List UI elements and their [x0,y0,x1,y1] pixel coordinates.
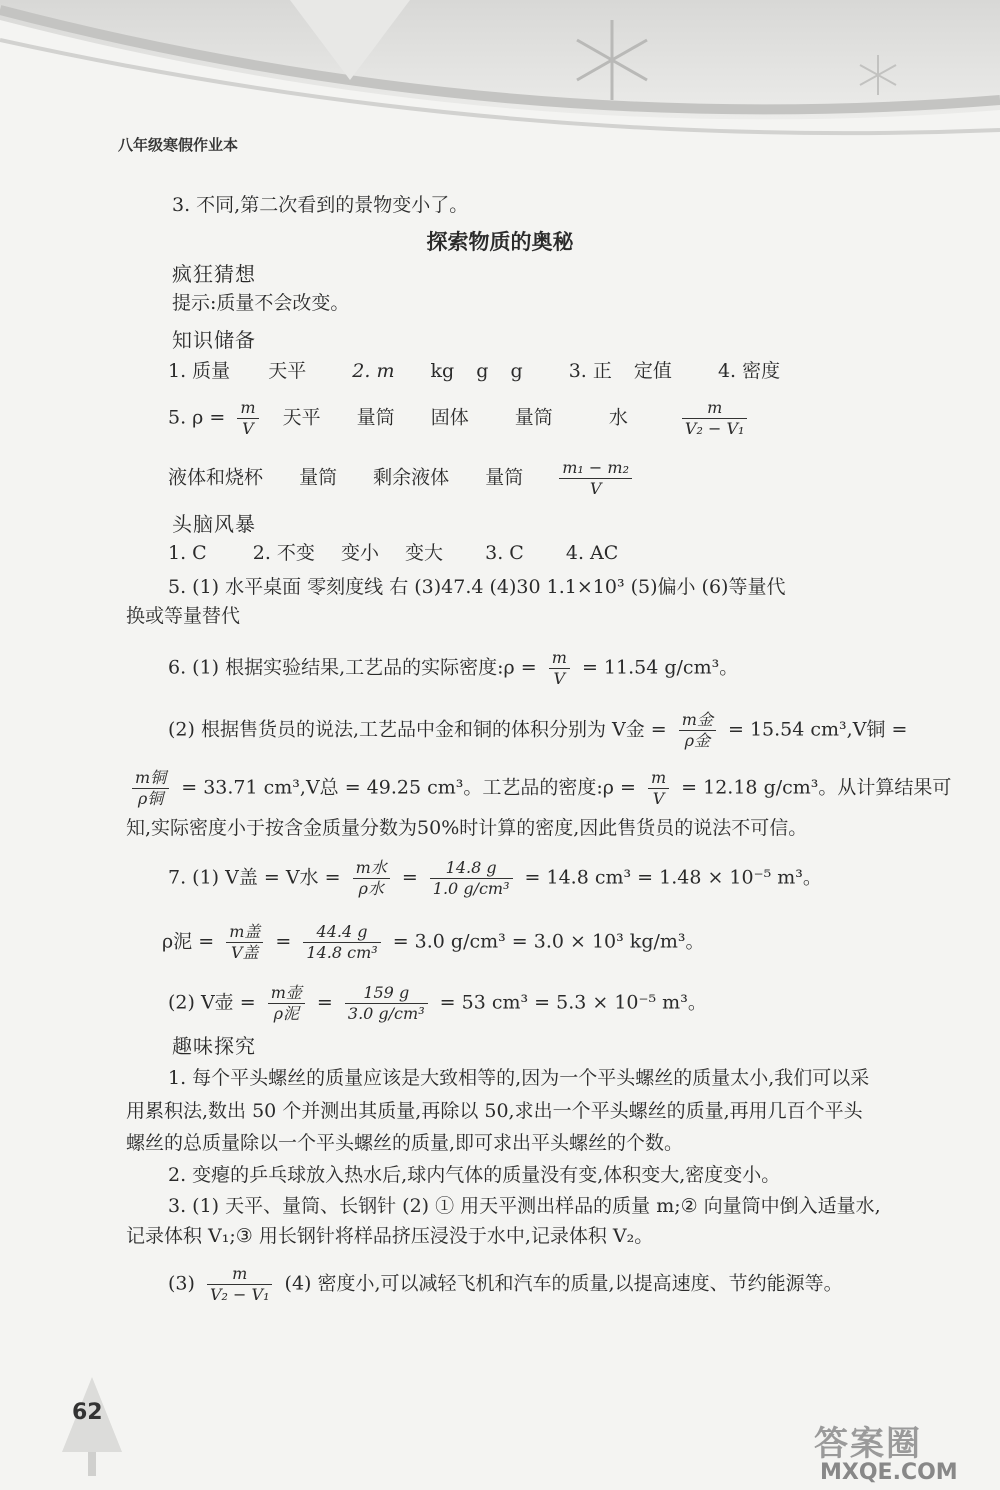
fraction: $\frac{m}{\text{V₂ − V₁}}$ [207,1264,273,1305]
answer-row: (3) $\frac{m}{\text{V₂ − V₁}}$ (4) 密度小,可以减轻飞机和汽车的质量,以提高速度、节约能源等。 [168,1264,843,1304]
answer-row: 7. (1) V盖 = V水 = $\frac{\text{m水}}{\text{ρ水}}$ = $\frac{14.8 g}{\text{1.0 g/cm³}}$ = 14.8 cm³ = 1.48 × 10⁻⁵ m³。 [168,858,822,898]
answer-row: (2) 根据售货员的说法,工艺品中金和铜的体积分别为 V金 = $\frac{\text{m金}}{\text{ρ金}}$ = 15.54 cm³,V铜 = [168,710,908,750]
section-heading: 头脑风暴 [172,512,256,536]
fraction: $\frac{14.8 g}{\text{1.0 g/cm³}}$ [430,858,513,899]
page-number: 62 [72,1400,103,1425]
section-heading: 趣味探究 [172,1034,256,1058]
section-heading: 疯狂猜想 [172,262,256,286]
answer-row: 液体和烧杯 量筒 剩余液体 量筒 $\frac{\text{m₁ − m₂}}{V}$ [168,458,638,499]
fraction: $\frac{44.4 g}{\text{14.8 cm³}}$ [303,922,380,963]
text-line: 换或等量替代 [126,605,241,627]
text-line: 3. (1) 天平、量筒、长钢针 (2) ① 用天平测出样品的质量 m;② 向量筒中倒入适量水, [168,1195,881,1217]
answer-row: $\frac{\text{m铜}}{\text{ρ铜}}$ = 33.71 cm³,V总 = 49.25 cm³。工艺品的密度:ρ = $\frac{m}{V}$ = 12.18 g/cm³。从计算结果可 [126,768,951,809]
text-line: 记录体积 V₁;③ 用长钢针将样品挤压浸没于水中,记录体积 V₂。 [126,1225,654,1247]
text-line: 螺丝的总质量除以一个平头螺丝的质量,即可求出平头螺丝的个数。 [126,1132,684,1154]
answer-row: ρ泥 = $\frac{\text{m盖}}{\text{V盖}}$ = $\frac{44.4 g}{\text{14.8 cm³}}$ = 3.0 g/cm³ = 3.0 × 10³ kg/m³。 [162,922,705,962]
answer-row: (2) V壶 = $\frac{\text{m壶}}{\text{ρ泥}}$ = $\frac{159 g}{\text{3.0 g/cm³}}$ = 53 cm³ = 5.3 × 10⁻⁵ m³。 [168,983,707,1023]
fraction: $\frac{m}{V}$ [237,398,258,439]
section-title: 探索物质的奥秘 [426,230,574,254]
answer-row: 1. 质量 天平 2. m kg g g 3. 正 定值 4. 密度 [168,360,781,382]
fraction: $\frac{\text{m金}}{\text{ρ金}}$ [679,710,716,751]
fraction: $\frac{\text{m壶}}{\text{ρ泥}}$ [268,983,305,1024]
text-line: 2. 变瘪的乒乓球放入热水后,球内气体的质量没有变,体积变大,密度变小。 [168,1164,781,1186]
fraction: $\frac{159 g}{\text{3.0 g/cm³}}$ [345,983,428,1024]
fraction: $\frac{\text{m铜}}{\text{ρ铜}}$ [132,768,169,809]
watermark-url: MXQE.COM [820,1460,958,1485]
answer-row: 5. ρ = $\frac{m}{V}$ 天平 量筒 固体 量筒 水 $\frac{m}{\text{V₂ − V₁}}$ [168,398,753,439]
answer-row: 6. (1) 根据实验结果,工艺品的实际密度:ρ = $\frac{m}{V}$ = 11.54 g/cm³。 [168,648,739,688]
fraction: $\frac{m}{V}$ [648,768,669,809]
header-label: 八年级寒假作业本 [118,136,239,154]
fraction: $\frac{\text{m₁ − m₂}}{V}$ [559,458,632,499]
section-heading: 知识储备 [172,328,256,352]
fraction: $\frac{\text{m水}}{\text{ρ水}}$ [353,858,390,899]
text-line: 5. (1) 水平桌面 零刻度线 右 (3)47.4 (4)30 1.1×10³ (5)偏小 (6)等量代 [168,576,786,598]
text-line: 知,实际密度小于按含金质量分数为50%时计算的密度,因此售货员的说法不可信。 [126,817,808,839]
tree-decoration-icon [52,1372,132,1482]
watermark-logo: 答案圈 [814,1424,922,1464]
text-line: 1. 每个平头螺丝的质量应该是大致相等的,因为一个平头螺丝的质量太小,我们可以采 [168,1067,870,1089]
fraction: $\frac{m}{V}$ [549,648,570,689]
fraction: $\frac{m}{\text{V₂ − V₁}}$ [682,398,748,439]
fraction: $\frac{\text{m盖}}{\text{V盖}}$ [226,922,263,963]
answer-row: 1. C 2. 不变 变小 变大 3. C 4. AC [168,542,619,564]
text-line: 提示:质量不会改变。 [172,292,350,314]
text-line: 3. 不同,第二次看到的景物变小了。 [172,194,469,216]
text-line: 用累积法,数出 50 个并测出其质量,再除以 50,求出一个平头螺丝的质量,再用几百个平头 [126,1100,863,1122]
